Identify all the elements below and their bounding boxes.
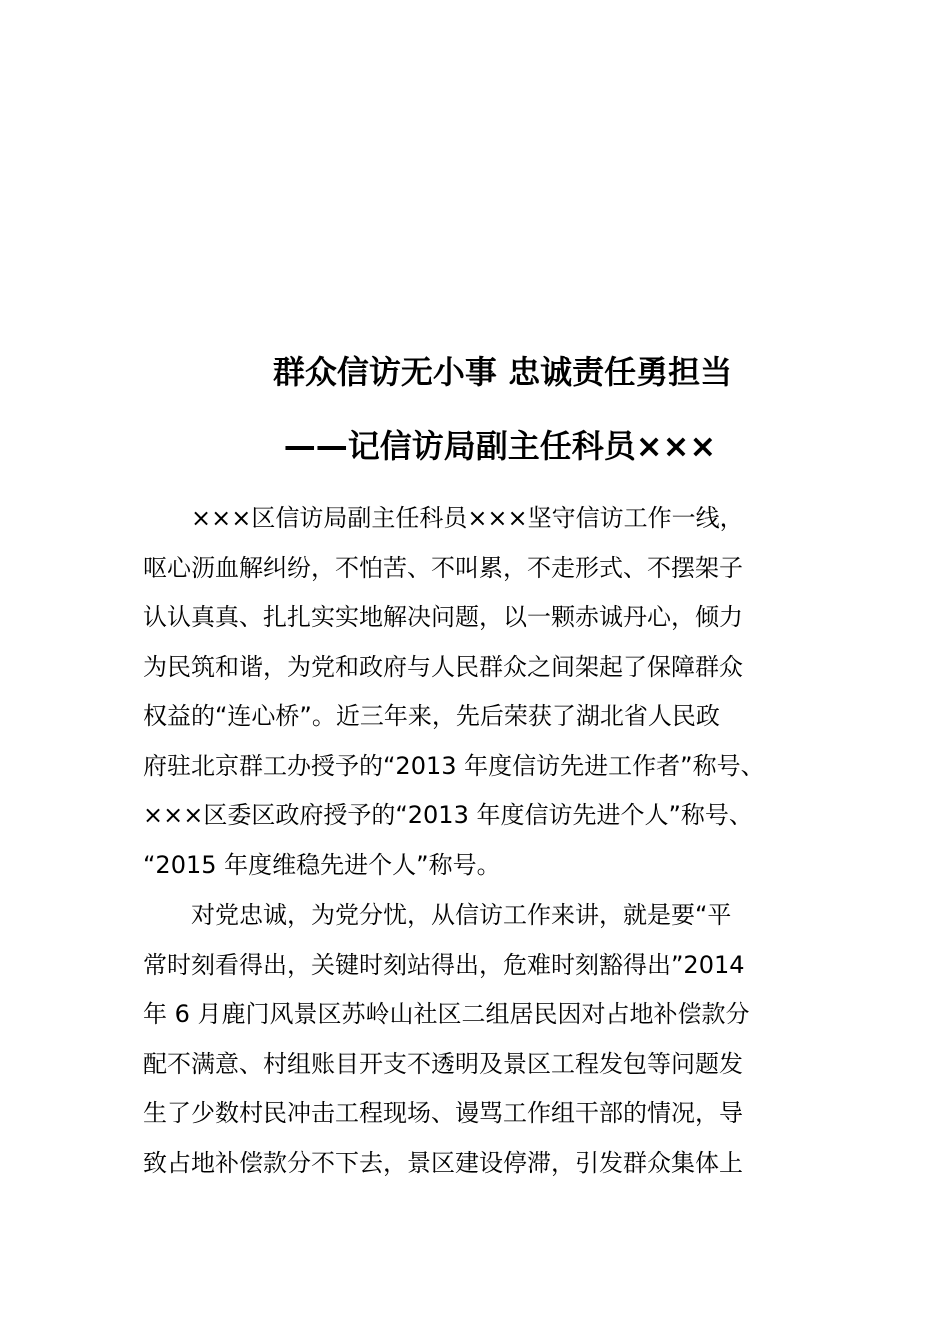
paragraph-line: 常时刻看得出，关键时刻站得出，危难时刻豁得出”2014 — [143, 950, 745, 979]
document-subtitle: ——记信访局副主任科员××× — [283, 427, 717, 465]
paragraph-2 — [143, 891, 813, 1188]
paragraph-line: 呕心沥血解纠纷，不怕苦、不叫累，不走形式、不摆架子 — [143, 553, 743, 582]
paragraph-line: ×××区信访局副主任科员×××坚守信访工作一线， — [191, 504, 744, 532]
paragraph-line: 认认真真、扎扎实实地解决问题，以一颗赤诚丹心，倾力 — [143, 603, 743, 631]
paragraph-line: 权益的“连心桥”。近三年来，先后荣获了湖北省人民政 — [143, 702, 720, 730]
paragraph-line: 为民筑和谐，为党和政府与人民群众之间架起了保障群众 — [143, 652, 743, 681]
paragraph-1 — [143, 494, 813, 890]
document-title: 群众信访无小事 忠诚责任勇担当 — [272, 353, 733, 391]
paragraph-line: 配不满意、村组账目开支不透明及景区工程发包等问题发 — [143, 1049, 743, 1078]
paragraph-line: 致占地补偿款分不下去，景区建设停滞，引发群众集体上 — [143, 1148, 743, 1177]
paragraph-line: 年 6 月鹿门风景区苏岭山社区二组居民因对占地补偿款分 — [143, 1000, 750, 1028]
paragraph-line: 对党忠诚，为党分忧，从信访工作来讲，就是要“平 — [191, 901, 732, 929]
paragraph-line: 府驻北京群工办授予的“2013 年度信访先进工作者”称号、 — [143, 751, 765, 780]
paragraph-line: “2015 年度维稳先进个人”称号。 — [143, 850, 501, 879]
paragraph-line: 生了少数村民冲击工程现场、谩骂工作组干部的情况，导 — [143, 1099, 743, 1127]
paragraph-line: ×××区委区政府授予的“2013 年度信访先进个人”称号、 — [143, 801, 753, 829]
